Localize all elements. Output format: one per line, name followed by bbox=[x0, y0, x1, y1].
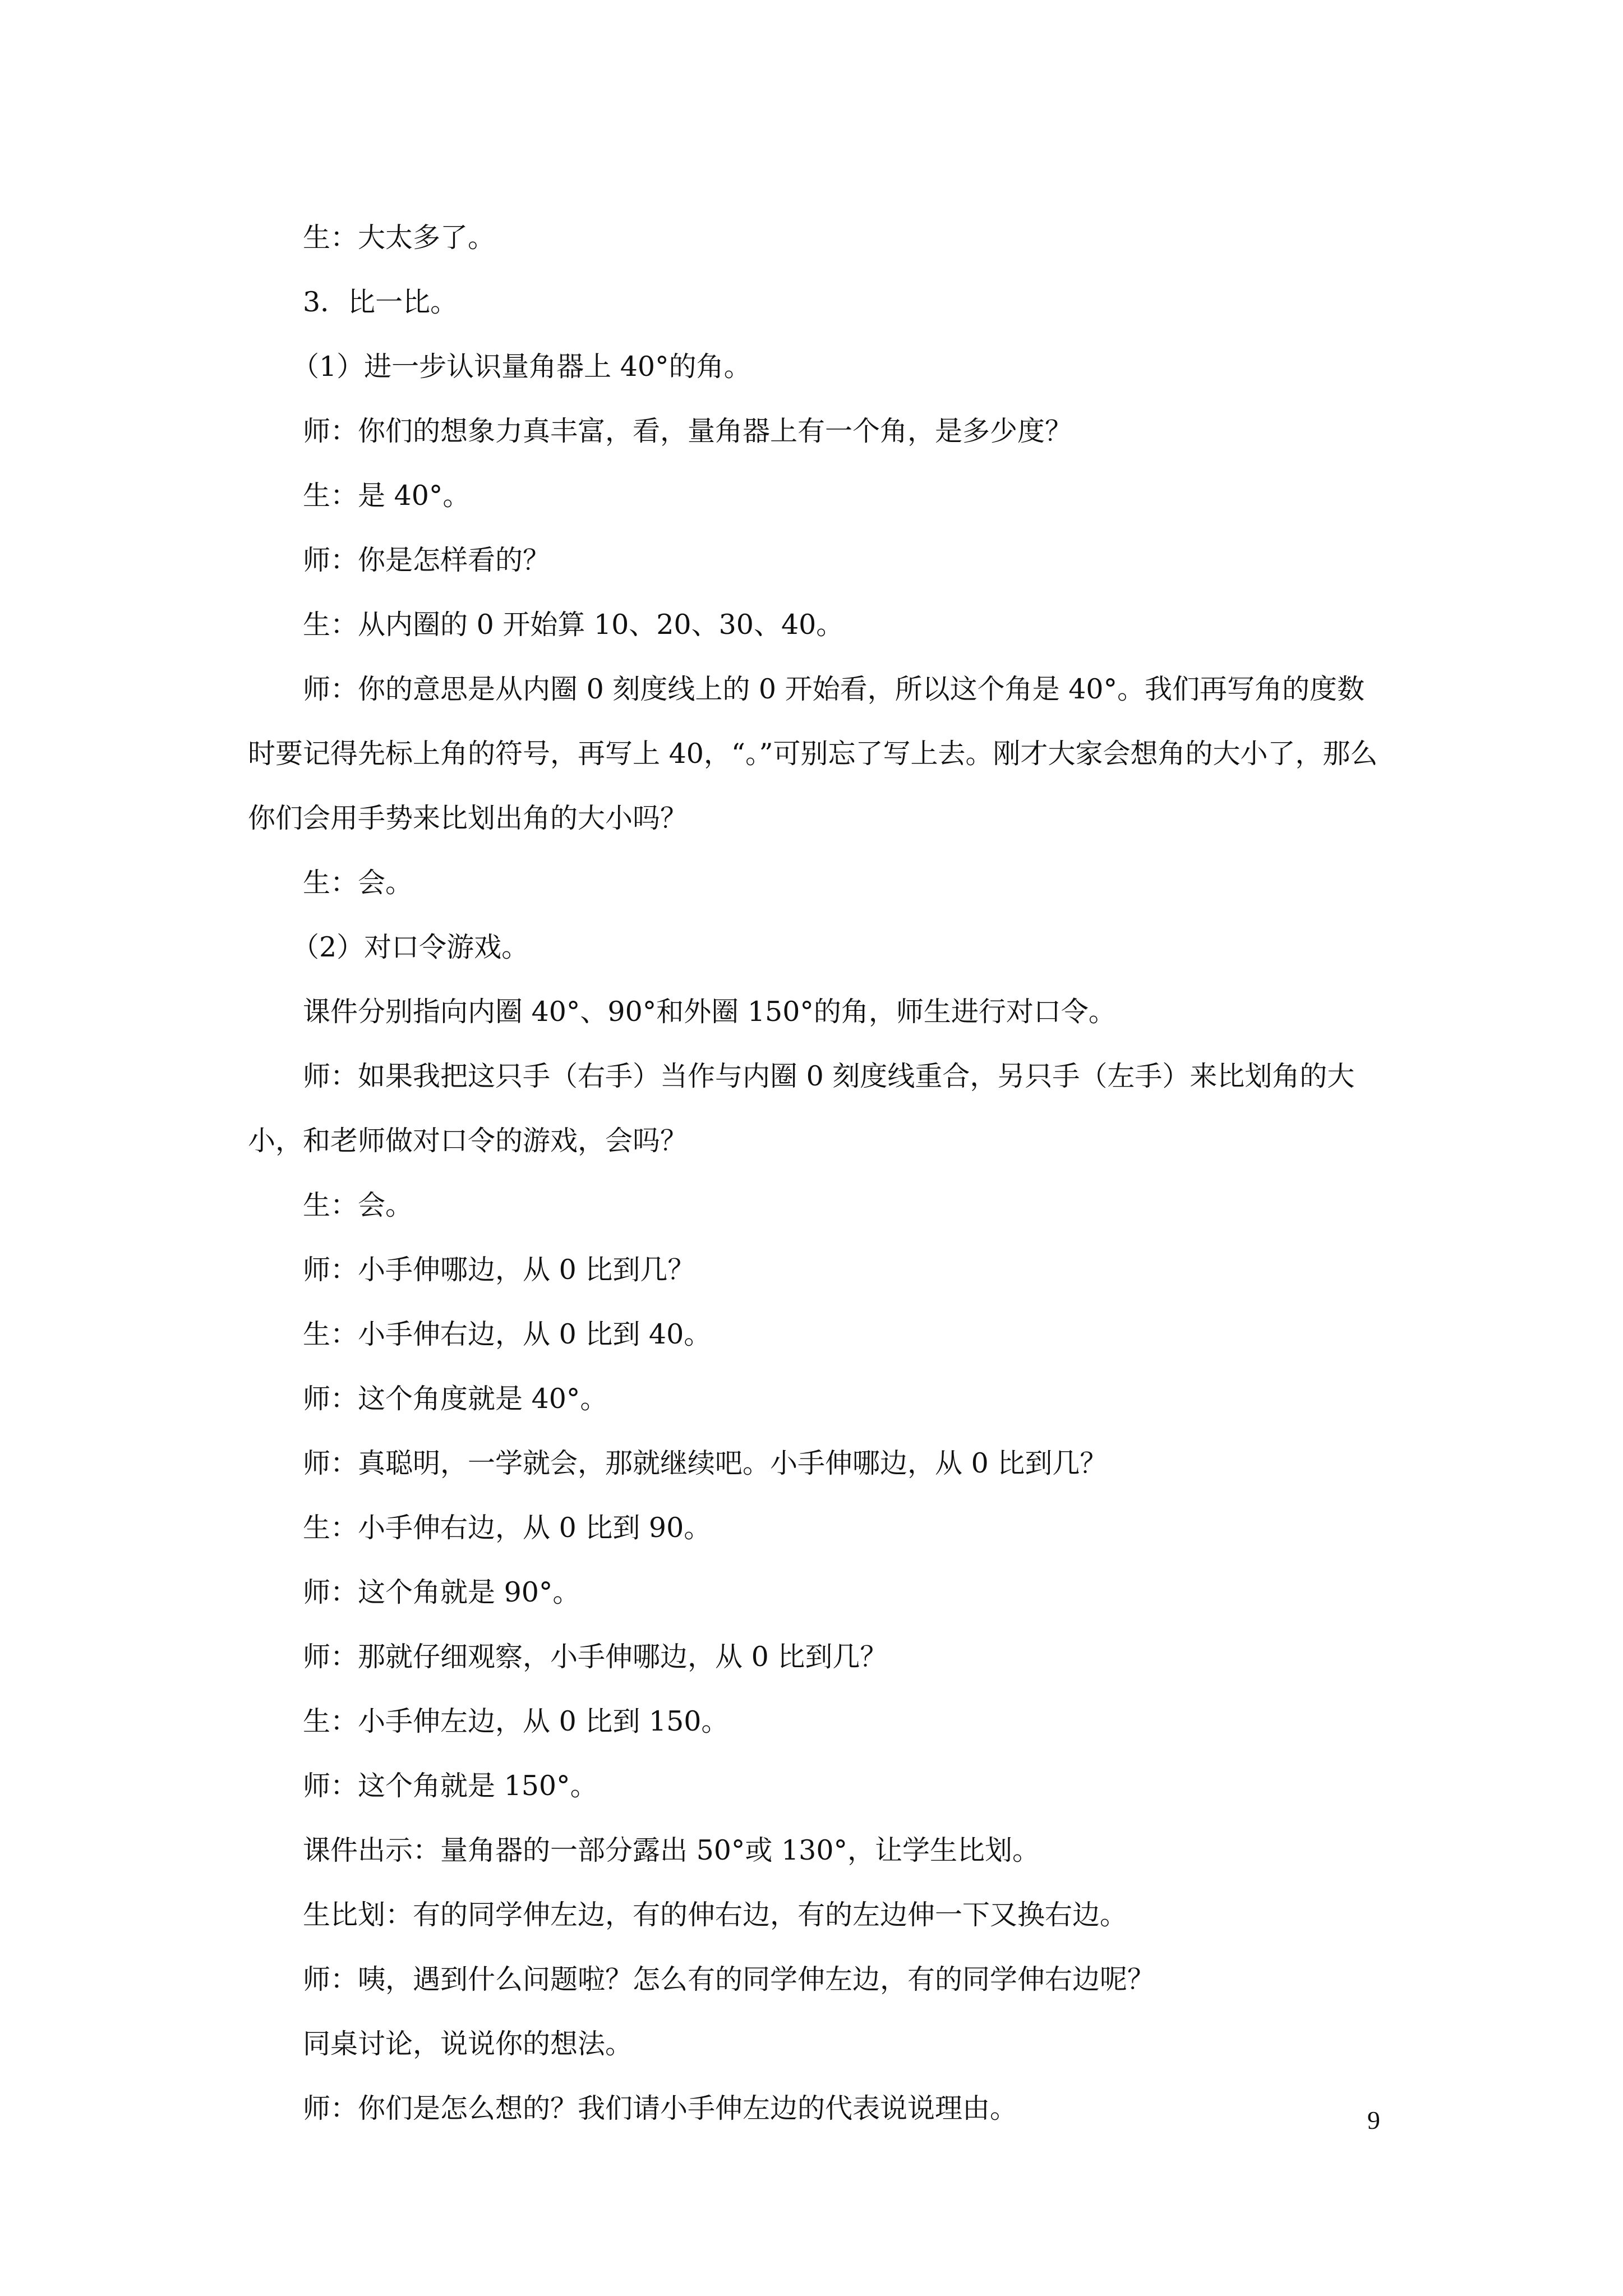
paragraph-15: 生：小手伸右边，从 0 比到 40。 bbox=[303, 1318, 712, 1350]
paragraph-9: 生：会。 bbox=[303, 867, 413, 899]
paragraph-14: 师：小手伸哪边，从 0 比到几？ bbox=[303, 1254, 695, 1286]
paragraph-21: 生：小手伸左边，从 0 比到 150。 bbox=[303, 1705, 729, 1737]
page-number: 9 bbox=[1367, 2106, 1380, 2134]
paragraph-1: 生：大太多了。 bbox=[303, 222, 496, 254]
paragraph-26: 同桌讨论，说说你的想法。 bbox=[303, 2028, 633, 2060]
section-heading-3: 3．比一比。 bbox=[303, 286, 458, 318]
paragraph-5: 生：是 40°。 bbox=[303, 480, 471, 512]
paragraph-12: 师：如果我把这只手（右手）当作与内圈 0 刻度线重合，另只手（左手）来比划角的大小，和老师做对口令的游戏，会吗？ bbox=[248, 1060, 1355, 1157]
paragraph-19: 师：这个角就是 90°。 bbox=[303, 1576, 580, 1608]
paragraph-18: 生：小手伸右边，从 0 比到 90。 bbox=[303, 1512, 712, 1544]
paragraph-7: 生：从内圈的 0 开始算 10、20、30、40。 bbox=[303, 609, 844, 641]
subsection-heading-2: （2）对口令游戏。 bbox=[292, 931, 529, 963]
paragraph-22: 师：这个角就是 150°。 bbox=[303, 1770, 598, 1802]
paragraph-13: 生：会。 bbox=[303, 1189, 413, 1221]
page-body bbox=[248, 205, 1386, 2141]
paragraph-25: 师：咦，遇到什么问题啦？怎么有的同学伸左边，有的同学伸右边呢？ bbox=[303, 1963, 1155, 1995]
paragraph-16: 师：这个角度就是 40°。 bbox=[303, 1383, 608, 1415]
paragraph-23: 课件出示：量角器的一部分露出 50°或 130°，让学生比划。 bbox=[303, 1834, 1040, 1866]
paragraph-8: 师：你的意思是从内圈 0 刻度线上的 0 开始看，所以这个角是 40°。我们再写角的度数时要记得先标上角的符号，再写上 40，“。”可别忘了写上去。刚才大家会想角的大小了，那么你们会用手势来比划出角的大小吗？ bbox=[248, 673, 1378, 834]
paragraph-4: 师：你们的想象力真丰富，看，量角器上有一个角，是多少度？ bbox=[303, 415, 1073, 447]
paragraph-11: 课件分别指向内圈 40°、90°和外圈 150°的角，师生进行对口令。 bbox=[303, 996, 1116, 1028]
paragraph-17: 师：真聪明，一学就会，那就继续吧。小手伸哪边，从 0 比到几？ bbox=[303, 1447, 1108, 1479]
paragraph-24: 生比划：有的同学伸左边，有的伸右边，有的左边伸一下又换右边。 bbox=[303, 1899, 1128, 1931]
paragraph-20: 师：那就仔细观察，小手伸哪边，从 0 比到几？ bbox=[303, 1641, 888, 1673]
subsection-heading-1: （1）进一步认识量角器上 40°的角。 bbox=[292, 351, 751, 383]
paragraph-27: 师：你们是怎么想的？我们请小手伸左边的代表说说理由。 bbox=[303, 2092, 1018, 2124]
paragraph-6: 师：你是怎样看的？ bbox=[303, 544, 551, 576]
